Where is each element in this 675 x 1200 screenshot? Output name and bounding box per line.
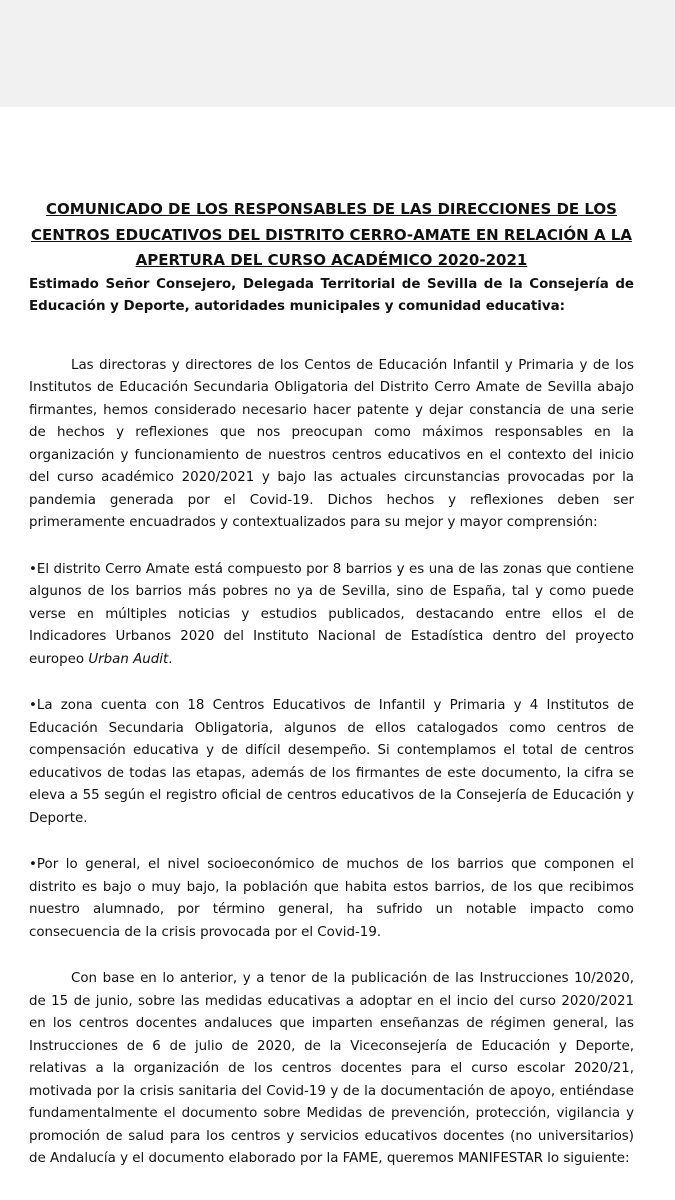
bullet-text-1-end: . bbox=[168, 651, 173, 667]
bullet-text-1: El distrito Cerro Amate está compuesto por 8 barrios y es una de las zonas que contiene algunos de los barrios más pobres no ya de Sevilla, sino de España, tal y como puede verse en múltiples noticias y estudios publicados, destacando entre ellos el de Indicadores Urbanos 2020 del Instituto Nacional de Estadística dentro del proyecto europeo bbox=[29, 561, 634, 667]
bullet-icon: • bbox=[29, 857, 37, 872]
document-title: COMUNICADO DE LOS RESPONSABLES DE LAS DIRECCIONES DE LOS CENTROS EDUCATIVOS DEL DISTRITO CERRO-AMATE EN RELACIÓN A LA APERTURA DEL CURSO ACADÉMICO 2020-2021 bbox=[31, 200, 632, 269]
bullet-text-1-italic: Urban Audit bbox=[88, 651, 169, 667]
bullet-text-2: La zona cuenta con 18 Centros Educativos de Infantil y Primaria y 4 Institutos de Educación Secundaria Obligatoria, algunos de ellos catalogados como centros de compensación educativa y de difícil desempeño. Si contemplamos el total de centros educativos de todas las etapas, además de los firmantes de este documento, la cifra se eleva a 55 según el registro oficial de centros educativos de la Consejería de Educación y Deporte. bbox=[29, 698, 634, 826]
bullet-paragraph-3 bbox=[29, 854, 634, 944]
bullet-paragraph-2 bbox=[29, 695, 634, 830]
bullet-paragraph-1 bbox=[29, 559, 634, 672]
document-body bbox=[29, 197, 634, 1171]
bullet-icon: • bbox=[29, 698, 37, 713]
document-page bbox=[0, 107, 675, 1200]
bullet-text-3: Por lo general, el nivel socioeconómico de muchos de los barrios que componen el distrito es bajo o muy bajo, la población que habita estos barrios, de los que recibimos nuestro alumnado, por término general, ha sufrido un notable impacto como consecuencia de la crisis provocada por el Covid-19. bbox=[29, 857, 634, 940]
intro-paragraph: Las directoras y directores de los Centos de Educación Infantil y Primaria y de los Institutos de Educación Secundaria Obligatoria del Distrito Cerro Amate de Sevilla abajo firmantes, hemos considerado necesario hacer patente y dejar constancia de una serie de hechos y reflexiones que nos preocupan como máximos responsables en la organización y funcionamiento de nuestros centros educativos en el contexto del inicio del curso académico 2020/2021 y bajo las actuales circunstancias provocadas por la pandemia generada por el Covid-19. Dichos hechos y reflexiones deben ser primeramente encuadrados y contextualizados para su mejor y mayor comprensión: bbox=[29, 357, 634, 530]
greeting-paragraph: Estimado Señor Consejero, Delegada Territorial de Sevilla de la Consejería de Educación y Deporte, autoridades municipales y comunidad educativa: bbox=[29, 276, 634, 314]
closing-paragraph: Con base en lo anterior, y a tenor de la publicación de las Instrucciones 10/2020, de 15 de junio, sobre las medidas educativas a adoptar en el incio del curso 2020/2021 en los centros docentes andaluces que imparten enseñanzas de régimen general, las Instrucciones de 6 de julio de 2020, de la Viceconsejería de Educación y Deporte, relativas a la organización de los centros docentes para el curso escolar 2020/21, motivada por la crisis sanitaria del Covid-19 y de la documentación de apoyo, entiéndase fundamentalmente el documento sobre Medidas de prevención, protección, vigilancia y promoción de salud para los centros y servicios educativos docentes (no universitarios) de Andalucía y el documento elaborado por la FAME, queremos MANIFESTAR lo siguiente: bbox=[29, 971, 634, 1166]
bullet-icon: • bbox=[29, 561, 37, 577]
